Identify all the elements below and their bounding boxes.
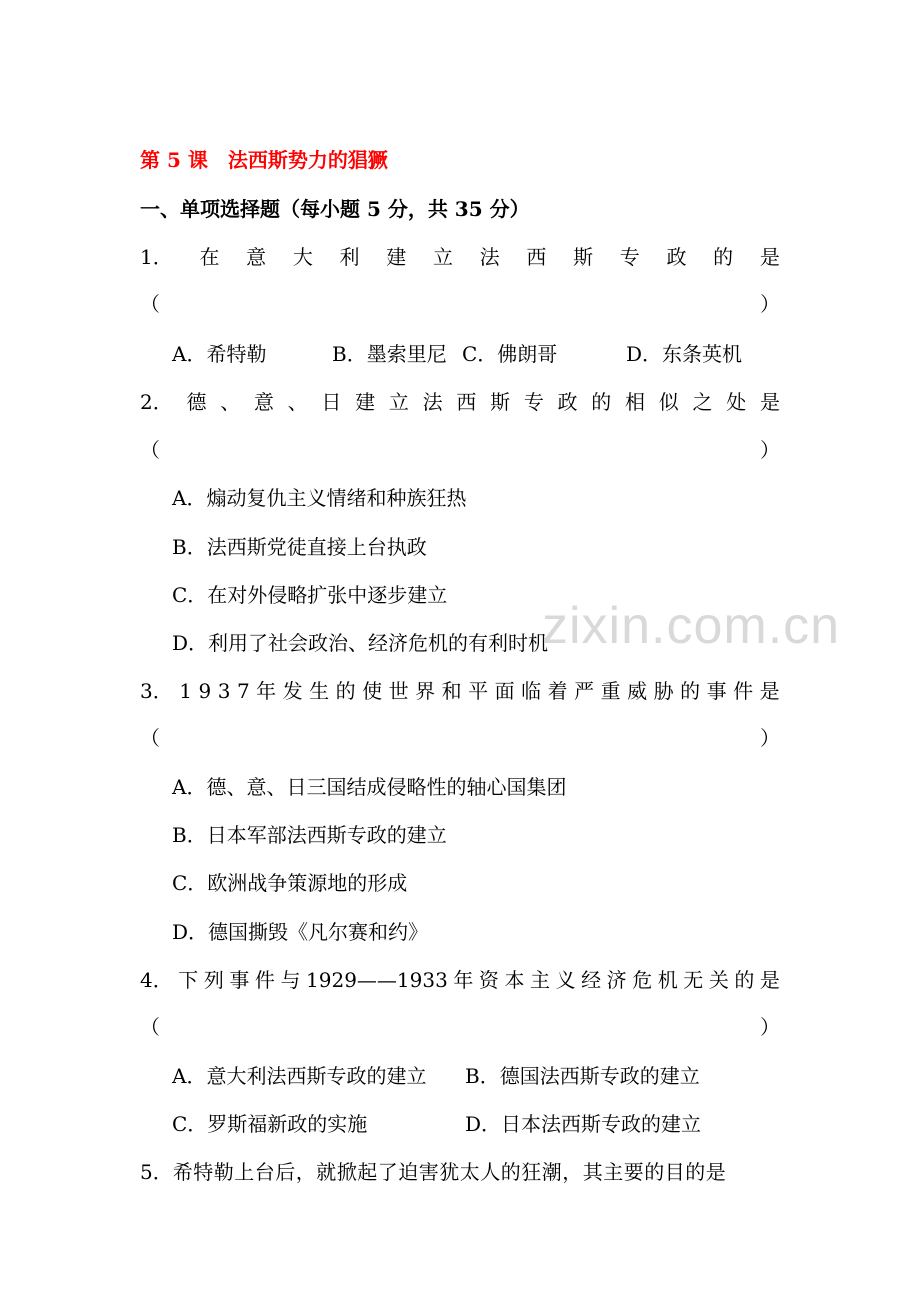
- option-d: D．东条英机: [626, 342, 743, 366]
- lesson-title: 第 5 课 法西斯势力的猖獗: [140, 148, 388, 172]
- option-b: B．墨索里尼: [332, 342, 447, 366]
- answer-blank: （ ）: [140, 438, 780, 462]
- watermark: zixin.com.cn: [542, 597, 841, 655]
- answer-blank: （ ）: [140, 726, 780, 750]
- question-number: 2．: [140, 390, 173, 414]
- option-c: C．欧洲战争策源地的形成: [172, 871, 408, 895]
- answer-blank: （ ）: [140, 1015, 780, 1039]
- option-c: C．在对外侵略扩张中逐步建立: [172, 583, 448, 607]
- answer-blank: （ ）: [140, 292, 780, 316]
- option-a: A．德、意、日三国结成侵略性的轴心国集团: [172, 775, 567, 799]
- option-c: C．佛朗哥: [462, 342, 558, 366]
- option-a: A．意大利法西斯专政的建立: [172, 1064, 427, 1088]
- option-b: B．法西斯党徒直接上台执政: [172, 535, 427, 559]
- question-5-stem: 5． 希特勒上台后，就掀起了迫害犹太人的狂潮，其主要的目的是: [140, 1160, 727, 1184]
- option-c: C．罗斯福新政的实施: [172, 1112, 368, 1136]
- option-d: D．利用了社会政治、经济危机的有利时机: [172, 631, 549, 655]
- option-d: D．德国撕毁《凡尔赛和约》: [172, 920, 429, 944]
- question-number: 1．: [140, 245, 173, 269]
- section-heading: 一、单项选择题（每小题 5 分，共 35 分）: [140, 197, 530, 221]
- question-number: 5．: [140, 1160, 173, 1184]
- question-number: 4．: [140, 968, 173, 992]
- option-d: D．日本法西斯专政的建立: [465, 1112, 702, 1136]
- option-a: A．希特勒: [172, 342, 267, 366]
- question-3-stem: 3． 1 9 3 7 年 发 生 的 使 世 界 和 平 面 临 着 严 重 威 胁 的 事 件 是: [140, 679, 780, 703]
- question-2-stem: 2． 德 、 意 、 日 建 立 法 西 斯 专 政 的 相 似 之 处 是: [140, 390, 780, 414]
- option-b: B．日本军部法西斯专政的建立: [172, 823, 447, 847]
- question-4-stem: 4． 下 列 事 件 与 1929——1933 年 资 本 主 义 经 济 危 机 无 关 的 是: [140, 968, 780, 992]
- question-number: 3．: [140, 679, 173, 703]
- question-1-stem: 1． 在 意 大 利 建 立 法 西 斯 专 政 的 是: [140, 245, 780, 269]
- option-b: B．德国法西斯专政的建立: [465, 1064, 700, 1088]
- option-a: A．煽动复仇主义情绪和种族狂热: [172, 486, 467, 510]
